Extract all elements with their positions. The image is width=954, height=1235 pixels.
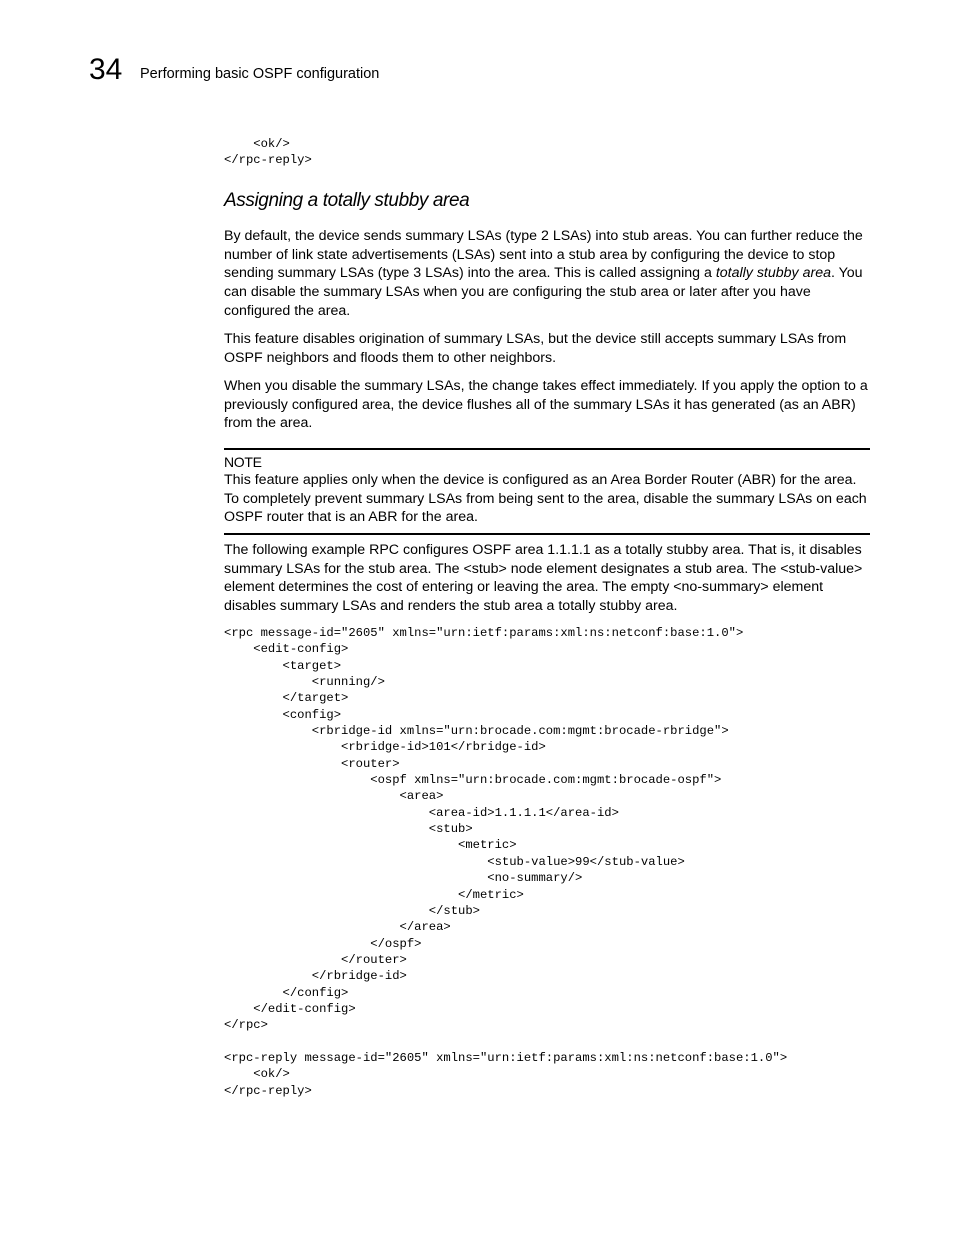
paragraph-effect bbox=[224, 377, 870, 433]
paragraph-intro-text-a: By default, the device sends summary LSAs (type 2 LSAs) into stub areas. You can further reduce the number of link state advertisements (LSAs) sent into a stub area by configuring the device to stop sending summary LSAs (type 3 LSAs) into the area. This is called assigning a bbox=[224, 228, 863, 282]
paragraph-intro-text-b: . You can disable the summary LSAs when you are configuring the stub area or later after you have configured the area. bbox=[224, 265, 863, 319]
chapter-number: 34 bbox=[89, 53, 123, 86]
paragraph-intro bbox=[224, 227, 870, 321]
note-text: This feature applies only when the device is configured as an Area Border Router (ABR) for the area. To completely prevent summary LSAs from being sent to the area, disable the summary LSAs on each OSPF router that is an ABR for the area. bbox=[224, 472, 867, 526]
note-box bbox=[224, 448, 870, 535]
chapter-title: Performing basic OSPF configuration bbox=[140, 66, 380, 82]
paragraph-effect-text: When you disable the summary LSAs, the change takes effect immediately. If you apply the option to a previously configured area, the device flushes all of the summary LSAs it has generated (as an ABR) from the area. bbox=[224, 378, 868, 432]
note-label: NOTE bbox=[224, 454, 262, 470]
emphasis-term: totally stubby area bbox=[715, 265, 831, 282]
code-block-rpc: <rpc message-id="2605" xmlns="urn:ietf:params:xml:ns:netconf:base:1.0"> <edit-config> <target> <running/> </target> <config> <rbridge-id xmlns="urn:brocade.com:mgmt:brocade-rbridge"> <rbridge-id>101</rbridge-id> <router> <ospf xmlns="urn:brocade.com:mgmt:brocade-ospf"> <area> <area-id>1.1.1.1</area-id> <stub> <metric> <stub-value>99</stub-value> <no-summary/> </metric> </stub> </area> </ospf> </router> </rbridge-id> </config> </edit-config> </rpc> <rpc-reply message-id="2605" xmlns="urn:ietf:params:xml:ns:netconf:base:1.0"> <ok/> </rpc-reply> bbox=[224, 626, 788, 1098]
paragraph-feature bbox=[224, 330, 870, 367]
paragraph-example-text: The following example RPC configures OSPF area 1.1.1.1 as a totally stubby area. That is, it disables summary LSAs for the stub area. The <stub> node element designates a stub area. The <stub-value> element determines the cost of entering or leaving the area. The empty <no-summary> element disables summary LSAs and renders the stub area a totally stubby area. bbox=[224, 542, 863, 615]
section-heading: Assigning a totally stubby area bbox=[224, 190, 470, 211]
paragraph-feature-text: This feature disables origination of summary LSAs, but the device still accepts summary LSAs from OSPF neighbors and floods them to other neighbors. bbox=[224, 331, 847, 366]
code-block-reply: <ok/> </rpc-reply> bbox=[224, 137, 312, 168]
paragraph-example bbox=[224, 541, 870, 616]
